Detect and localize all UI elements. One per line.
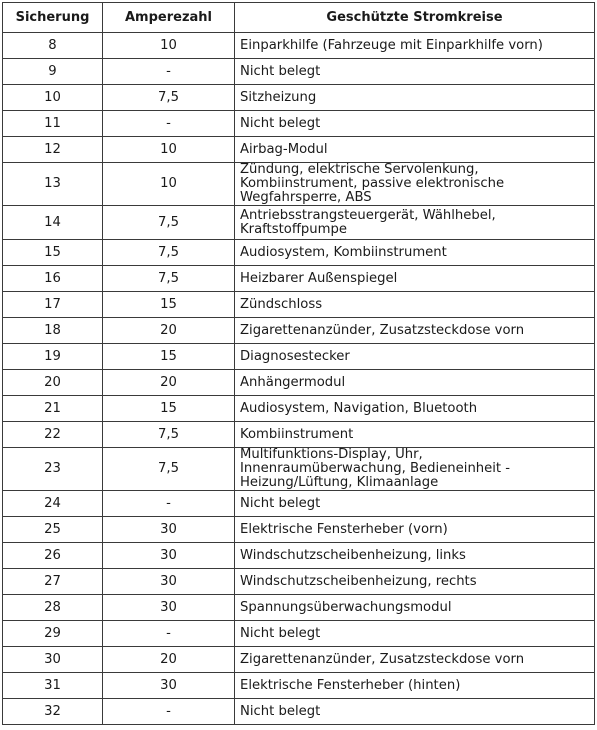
table-row (3, 448, 595, 491)
circuits-cell: Diagnosestecker (235, 344, 595, 370)
fuse-number-cell: 27 (3, 569, 103, 595)
amperage-cell: 7,5 (103, 206, 235, 240)
table-row (3, 318, 595, 344)
circuits-cell: Zigarettenanzünder, Zusatzsteckdose vorn (235, 647, 595, 673)
amperage-cell: - (103, 699, 235, 725)
fuse-number-cell: 23 (3, 448, 103, 491)
amperage-cell: 10 (103, 33, 235, 59)
fuse-number-cell: 30 (3, 647, 103, 673)
table-row (3, 647, 595, 673)
table-row (3, 59, 595, 85)
circuits-cell: Einparkhilfe (Fahrzeuge mit Einparkhilfe vorn) (235, 33, 595, 59)
fuse-number-cell: 32 (3, 699, 103, 725)
circuits-cell: Anhängermodul (235, 370, 595, 396)
table-row (3, 422, 595, 448)
amperage-cell: 7,5 (103, 266, 235, 292)
table-row (3, 543, 595, 569)
circuits-cell: Multifunktions-Display, Uhr, Innenraumüberwachung, Bedieneinheit - Heizung/Lüftung, Klimaanlage (235, 448, 595, 491)
header-circuits: Geschützte Stromkreise (235, 3, 595, 33)
fuse-number-cell: 17 (3, 292, 103, 318)
circuits-cell: Nicht belegt (235, 699, 595, 725)
amperage-cell: 20 (103, 318, 235, 344)
circuits-cell: Nicht belegt (235, 111, 595, 137)
circuits-cell: Zündschloss (235, 292, 595, 318)
table-row (3, 370, 595, 396)
table-row (3, 699, 595, 725)
circuits-cell: Sitzheizung (235, 85, 595, 111)
fuse-number-cell: 24 (3, 491, 103, 517)
circuits-cell: Antriebsstrangsteuergerät, Wählhebel, Kraftstoffpumpe (235, 206, 595, 240)
fuse-number-cell: 9 (3, 59, 103, 85)
table-row (3, 569, 595, 595)
amperage-cell: 30 (103, 517, 235, 543)
fuse-number-cell: 21 (3, 396, 103, 422)
circuits-cell: Audiosystem, Navigation, Bluetooth (235, 396, 595, 422)
table-row (3, 491, 595, 517)
amperage-cell: 15 (103, 396, 235, 422)
circuits-cell: Zigarettenanzünder, Zusatzsteckdose vorn (235, 318, 595, 344)
fuse-number-cell: 28 (3, 595, 103, 621)
fuse-number-cell: 26 (3, 543, 103, 569)
fuse-number-cell: 10 (3, 85, 103, 111)
table-row (3, 240, 595, 266)
amperage-cell: 7,5 (103, 422, 235, 448)
fuse-number-cell: 8 (3, 33, 103, 59)
amperage-cell: 10 (103, 163, 235, 206)
amperage-cell: - (103, 621, 235, 647)
amperage-cell: - (103, 491, 235, 517)
circuits-cell: Kombiinstrument (235, 422, 595, 448)
amperage-cell: 30 (103, 543, 235, 569)
fuse-number-cell: 12 (3, 137, 103, 163)
header-amperage: Amperezahl (103, 3, 235, 33)
fuse-number-cell: 25 (3, 517, 103, 543)
table-row (3, 111, 595, 137)
table-row (3, 517, 595, 543)
fuse-number-cell: 20 (3, 370, 103, 396)
table-row (3, 206, 595, 240)
amperage-cell: 15 (103, 344, 235, 370)
amperage-cell: - (103, 111, 235, 137)
header-fuse: Sicherung (3, 3, 103, 33)
fuse-number-cell: 19 (3, 344, 103, 370)
table-row (3, 33, 595, 59)
fuse-number-cell: 22 (3, 422, 103, 448)
circuits-cell: Elektrische Fensterheber (vorn) (235, 517, 595, 543)
circuits-cell: Nicht belegt (235, 621, 595, 647)
fuse-table (2, 2, 595, 725)
amperage-cell: 15 (103, 292, 235, 318)
table-row (3, 621, 595, 647)
fuse-number-cell: 18 (3, 318, 103, 344)
circuits-cell: Zündung, elektrische Servolenkung, Kombiinstrument, passive elektronische Wegfahrsperre, ABS (235, 163, 595, 206)
amperage-cell: 10 (103, 137, 235, 163)
circuits-cell: Elektrische Fensterheber (hinten) (235, 673, 595, 699)
circuits-cell: Nicht belegt (235, 59, 595, 85)
fuse-number-cell: 16 (3, 266, 103, 292)
fuse-number-cell: 13 (3, 163, 103, 206)
circuits-cell: Spannungsüberwachungsmodul (235, 595, 595, 621)
table-row (3, 673, 595, 699)
table-row (3, 163, 595, 206)
amperage-cell: - (103, 59, 235, 85)
amperage-cell: 20 (103, 647, 235, 673)
table-row (3, 595, 595, 621)
circuits-cell: Windschutzscheibenheizung, rechts (235, 569, 595, 595)
amperage-cell: 20 (103, 370, 235, 396)
table-row (3, 344, 595, 370)
table-row (3, 85, 595, 111)
fuse-number-cell: 11 (3, 111, 103, 137)
amperage-cell: 30 (103, 673, 235, 699)
amperage-cell: 30 (103, 595, 235, 621)
amperage-cell: 30 (103, 569, 235, 595)
amperage-cell: 7,5 (103, 240, 235, 266)
circuits-cell: Audiosystem, Kombiinstrument (235, 240, 595, 266)
table-row (3, 292, 595, 318)
fuse-number-cell: 14 (3, 206, 103, 240)
circuits-cell: Nicht belegt (235, 491, 595, 517)
fuse-number-cell: 15 (3, 240, 103, 266)
circuits-cell: Windschutzscheibenheizung, links (235, 543, 595, 569)
table-header-row (3, 3, 595, 33)
table-row (3, 137, 595, 163)
fuse-number-cell: 29 (3, 621, 103, 647)
circuits-cell: Airbag-Modul (235, 137, 595, 163)
table-body (3, 33, 595, 725)
fuse-number-cell: 31 (3, 673, 103, 699)
amperage-cell: 7,5 (103, 85, 235, 111)
circuits-cell: Heizbarer Außenspiegel (235, 266, 595, 292)
table-row (3, 266, 595, 292)
table-row (3, 396, 595, 422)
amperage-cell: 7,5 (103, 448, 235, 491)
